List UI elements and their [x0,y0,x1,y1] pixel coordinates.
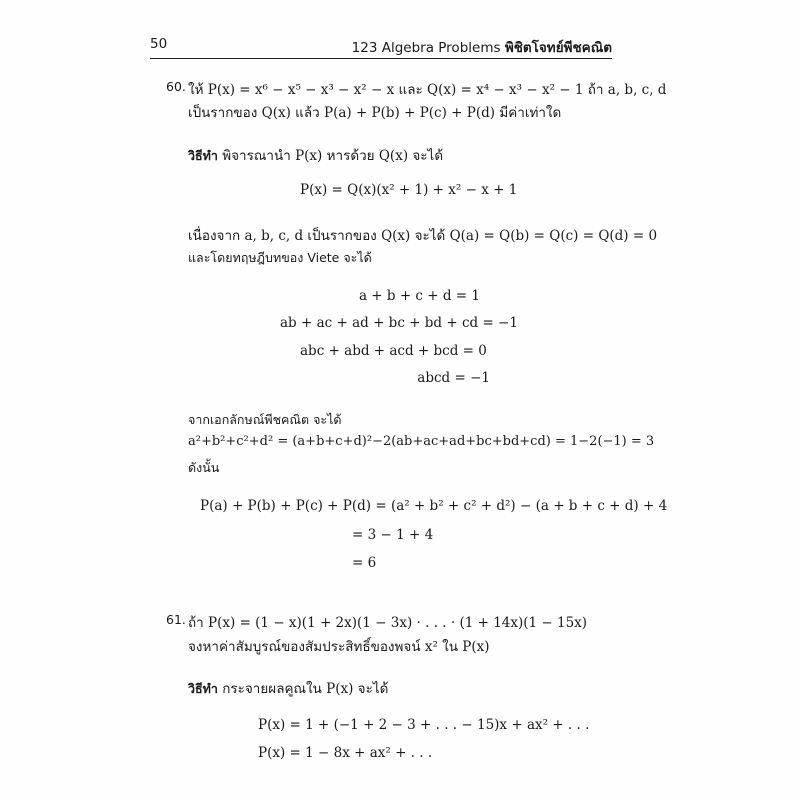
running-title [352,36,612,58]
problem-61-statement-line2: จงหาค่าสัมบูรณ์ของสัมประสิทธิ์ของพจน์ x² ใน P(x) [188,639,490,655]
solution-label: วิธีทำ [188,681,218,696]
viete-equation-1: a + b + c + d = 1 [358,288,480,304]
identity-equation: a²+b²+c²+d² = (a+b+c+d)²−2(ab+ac+ad+bc+bd+cd) = 1−2(−1) = 3 [188,434,655,449]
division-equation: P(x) = Q(x)(x² + 1) + x² − x + 1 [300,182,518,198]
problem-61-number: 61. [166,612,186,627]
viete-equation-3: abc + abd + acd + bcd = 0 [300,343,487,359]
solution-label: วิธีทำ [188,148,218,163]
problem-60-statement-line1: ให้ P(x) = x⁶ − x⁵ − x³ − x² − x และ Q(x) = x⁴ − x³ − x² − 1 ถ้า a, b, c, d [188,82,667,98]
solution-intro: พิจารณานำ P(x) หารด้วย Q(x) จะได้ [222,148,444,164]
viete-equation-4: abcd = −1 [417,370,490,386]
identity-statement: จากเอกลักษณ์พีชคณิต จะได้ [188,412,342,427]
expansion-equation-1: P(x) = 1 + (−1 + 2 − 3 + . . . − 15)x + ax² + . . . [258,717,590,733]
problem-61-statement-line1: ถ้า P(x) = (1 − x)(1 + 2x)(1 − 3x) · . . . · (1 + 14x)(1 − 15x) [188,615,588,631]
running-title-latin: 123 Algebra Problems [351,40,501,56]
final-equation-2: = 3 − 1 + 4 [352,527,434,543]
problem-60-statement-line2: เป็นรากของ Q(x) แล้ว P(a) + P(b) + P(c) + P(d) มีค่าเท่าใด [188,105,562,121]
viete-equation-2: ab + ac + ad + bc + bd + cd = −1 [280,315,518,331]
problem-60-number: 60. [166,79,186,94]
solution-intro: กระจายผลคูณใน P(x) จะได้ [222,681,389,697]
page-number: 50 [150,36,168,52]
therefore-label: ดังนั้น [188,460,220,475]
roots-statement: เนื่องจาก a, b, c, d เป็นรากของ Q(x) จะได้ Q(a) = Q(b) = Q(c) = Q(d) = 0 [188,228,658,244]
problem-60-solution [188,144,443,166]
page-header [150,36,612,59]
problem-61-solution [188,677,388,699]
running-title-thai: พิชิตโจทย์พีชคณิต [504,40,612,56]
expansion-equation-2: P(x) = 1 − 8x + ax² + . . . [258,745,433,761]
viete-statement: และโดยทฤษฎีบทของ Viete จะได้ [188,250,372,265]
final-equation-1: P(a) + P(b) + P(c) + P(d) = (a² + b² + c² + d²) − (a + b + c + d) + 4 [200,498,668,514]
final-equation-3: = 6 [352,555,377,571]
